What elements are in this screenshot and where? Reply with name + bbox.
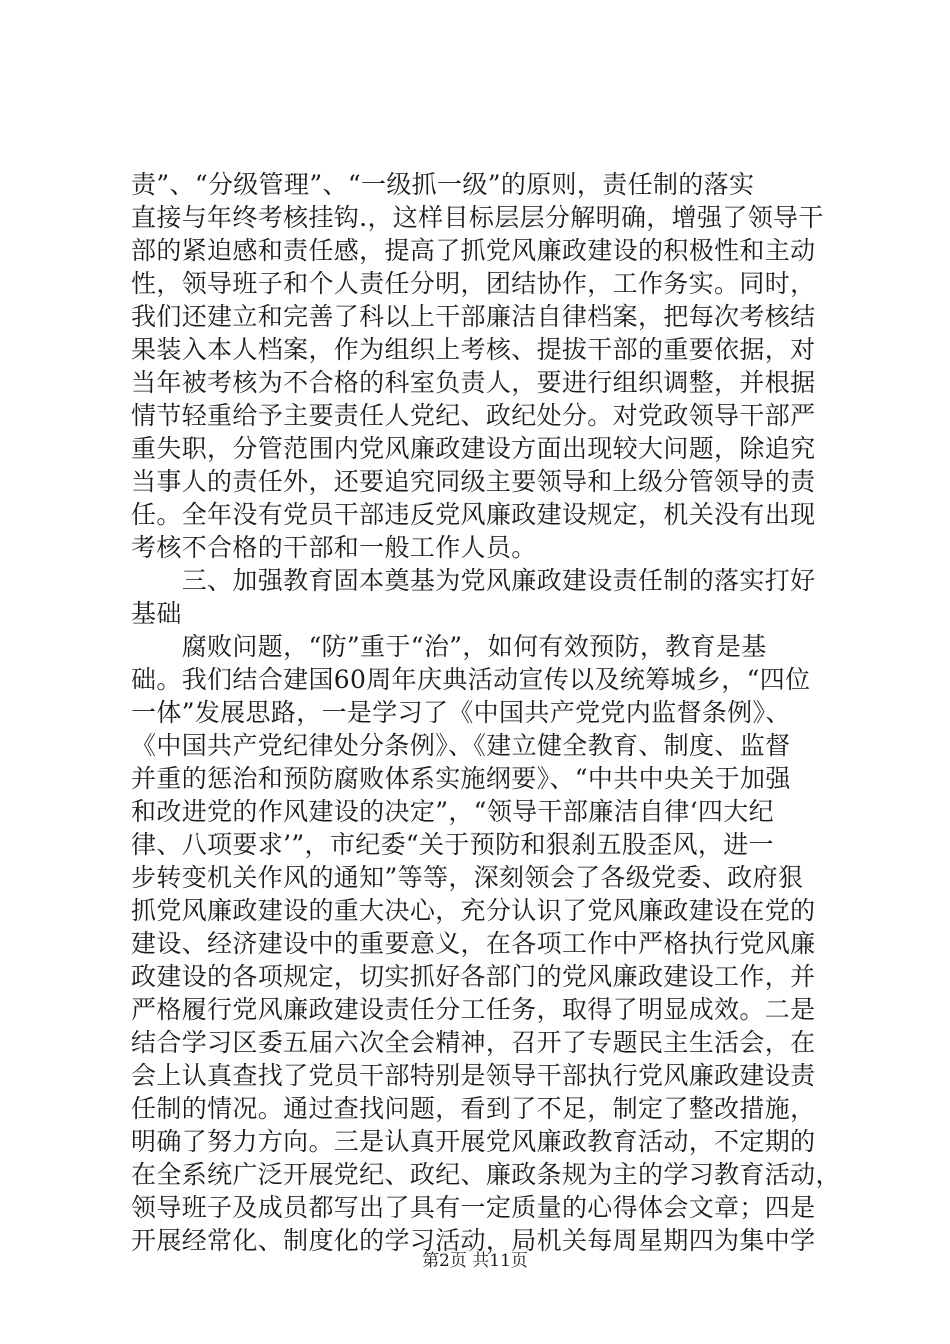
text-line: 考核不合格的干部和一般工作人员。 [131, 533, 537, 562]
text-line: 任。全年没有党员干部违反党风廉政建设规定，机关没有出现 [131, 500, 816, 529]
text-line: 严格履行党风廉政建设责任分工任务，取得了明显成效。二是 [131, 995, 816, 1024]
section-heading-line: 三、加强教育固本奠基为党风廉政建设责任制的落实打好 [131, 566, 816, 595]
text-line: 政建设的各项规定，切实抓好各部门的党风廉政建设工作，并 [131, 962, 816, 991]
text-line: 建设、经济建设中的重要意义，在各项工作中严格执行党风廉 [131, 929, 816, 958]
page-number-footer: 第2页 共11页 [422, 1251, 528, 1271]
text-line: 情节轻重给予主要责任人党纪、政纪处分。对党政领导干部严 [131, 401, 816, 430]
text-line: 明确了努力方向。三是认真开展党风廉政教育活动，不定期的 [131, 1127, 816, 1156]
text-line: 任制的情况。通过查找问题，看到了不足，制定了整改措施， [131, 1094, 816, 1123]
text-line: 果装入本人档案，作为组织上考核、提拔干部的重要依据，对 [131, 335, 816, 364]
text-line: 会上认真查找了党员干部特别是领导干部执行党风廉政建设责 [131, 1061, 816, 1090]
text-line: 领导班子及成员都写出了具有一定质量的心得体会文章；四是 [131, 1193, 816, 1222]
text-line: 当事人的责任外，还要追究同级主要领导和上级分管领导的责 [131, 467, 816, 496]
text-line: 部的紧迫感和责任感，提高了抓党风廉政建设的积极性和主动 [131, 236, 816, 265]
text-line: 责”、“分级管理”、“一级抓一级”的原则，责任制的落实 [131, 170, 755, 199]
text-line: 我们还建立和完善了科以上干部廉洁自律档案，把每次考核结 [131, 302, 816, 331]
text-line: 在全系统广泛开展党纪、政纪、廉政条规为主的学习教育活动， [131, 1160, 841, 1189]
body-text [131, 168, 841, 1257]
text-line: 并重的惩治和预防腐败体系实施纲要》、“中共中央关于加强 [131, 764, 791, 793]
text-line: 抓党风廉政建设的重大决心，充分认识了党风廉政建设在党的 [131, 896, 816, 925]
text-line: 直接与年终考核挂钩.，这样目标层层分解明确，增强了领导干 [131, 203, 824, 232]
text-line: 《中国共产党纪律处分条例》、《建立健全教育、制度、监督 [131, 731, 791, 760]
text-line: 腐败问题，“防”重于“治”，如何有效预防，教育是基 [131, 632, 767, 661]
text-line: 结合学习区委五届六次全会精神，召开了专题民主生活会，在 [131, 1028, 816, 1057]
text-line: 和改进党的作风建设的决定”，“领导干部廉洁自律‘四大纪 [131, 797, 774, 826]
section-heading-line: 基础 [131, 599, 182, 628]
text-line: 一体”发展思路，一是学习了《中国共产党党内监督条例》、 [131, 698, 791, 727]
text-line: 性，领导班子和个人责任分明，团结协作，工作务实。同时， [131, 269, 816, 298]
text-line: 当年被考核为不合格的科室负责人，要进行组织调整，并根据 [131, 368, 816, 397]
text-line: 础。我们结合建国60周年庆典活动宣传以及统筹城乡，“四位 [131, 665, 811, 694]
text-line: 重失职，分管范围内党风廉政建设方面出现较大问题，除追究 [131, 434, 816, 463]
text-line: 步转变机关作风的通知”等等，深刻领会了各级党委、政府狠 [131, 863, 804, 892]
text-line: 律、八项要求’”，市纪委“关于预防和狠刹五股歪风，进一 [131, 830, 774, 859]
text-line: 开展经常化、制度化的学习活动，局机关每周星期四为集中学 [131, 1226, 816, 1255]
